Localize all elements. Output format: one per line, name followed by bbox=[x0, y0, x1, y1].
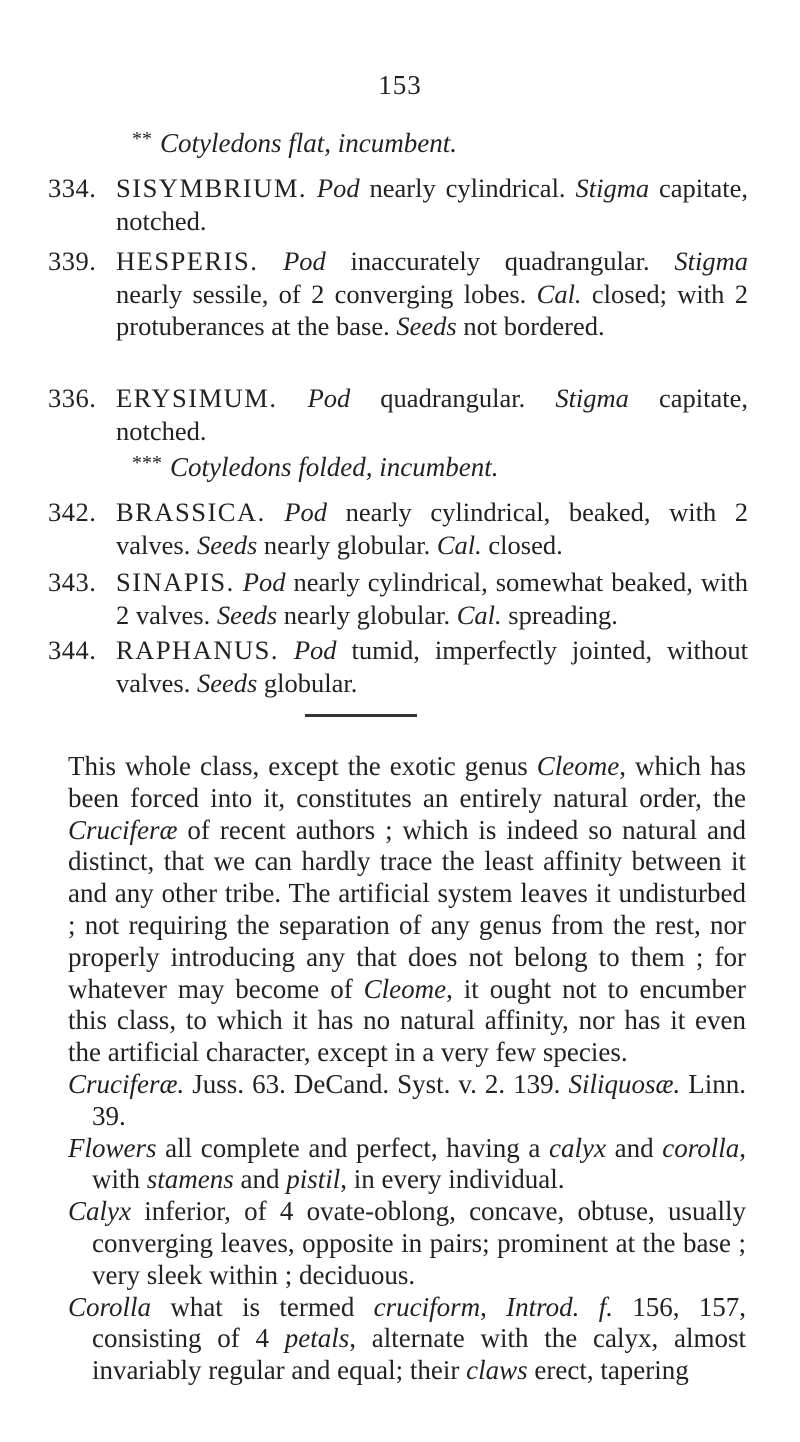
text: erect, tapering bbox=[527, 1355, 689, 1386]
desc: capitate, notched. bbox=[116, 173, 749, 236]
section-divider bbox=[305, 714, 417, 717]
desc: nearly globular. bbox=[277, 599, 457, 630]
desc: capitate, notched. bbox=[116, 383, 748, 446]
desc: nearly cylindrical, beaked, with 2 valves. bbox=[116, 497, 749, 560]
text: of recent authors ; which is indeed so natural and distinct, that we can hardly trace the least affinity between it and any other tribe. The artificial system leaves it undisturbed ; not requiring the separation of any genus from the rest, nor properly introducing any that does not belong to them ; for whatever may become of bbox=[68, 814, 746, 1004]
term: Cleome bbox=[536, 751, 620, 781]
paragraph-calyx bbox=[68, 1196, 746, 1291]
class-description bbox=[68, 751, 746, 1387]
heading-stars: *** bbox=[132, 452, 162, 474]
text: , which has been forced into it, constitutes an entirely natural order, the bbox=[68, 751, 746, 813]
paragraph-corolla bbox=[68, 1292, 746, 1387]
text: , with bbox=[92, 1132, 747, 1195]
heading-term: Cotyledons flat bbox=[160, 128, 325, 158]
entry-number: 342. bbox=[48, 497, 97, 527]
text: and bbox=[233, 1164, 287, 1195]
entry-text bbox=[116, 172, 748, 237]
genus-name: SISYMBRIUM. bbox=[116, 173, 308, 203]
genus-name: HESPERIS. bbox=[116, 246, 259, 276]
heading-sep: , bbox=[365, 452, 380, 482]
page-number: 153 bbox=[378, 70, 422, 100]
section-heading-folded bbox=[132, 452, 498, 483]
genus-entry-sisymbrium bbox=[48, 172, 748, 237]
entry-text bbox=[116, 566, 748, 631]
entry-number: 343. bbox=[48, 567, 97, 597]
term: Stigma bbox=[674, 246, 749, 276]
term: Stigma bbox=[555, 383, 629, 413]
genus-name: SINAPIS. bbox=[116, 567, 235, 597]
term: Cleome bbox=[363, 973, 447, 1004]
genus-name: ERYSIMUM. bbox=[116, 383, 278, 413]
desc: closed; with 2 protuberances at the base. bbox=[116, 278, 748, 341]
text: Juss. 63. DeCand. Syst. v. 2. 139. bbox=[184, 1068, 569, 1099]
term: Seeds bbox=[196, 529, 258, 560]
term: Cruciferæ. bbox=[68, 1068, 185, 1099]
desc: inaccurately quadrangular. bbox=[325, 246, 675, 276]
desc: globular. bbox=[257, 667, 358, 698]
term: Pod bbox=[293, 635, 337, 665]
entry-number: 336. bbox=[48, 383, 97, 413]
genus-name: BRASSICA. bbox=[116, 497, 266, 527]
text: , alternate with the calyx, almost invariably regular and equal; their bbox=[92, 1323, 746, 1386]
term: Pod bbox=[316, 173, 360, 203]
heading-term: Cotyledons folded bbox=[170, 452, 366, 482]
term: stamens bbox=[146, 1164, 234, 1195]
desc: not bordered. bbox=[456, 311, 605, 341]
term: Seeds bbox=[216, 599, 278, 630]
entry-text bbox=[116, 496, 748, 561]
term: Calyx bbox=[68, 1196, 131, 1227]
genus-name: RAPHANUS. bbox=[116, 635, 279, 665]
genus-entry-erysimum bbox=[48, 382, 748, 447]
desc: tumid, imperfectly jointed, without valves. bbox=[116, 635, 748, 698]
term: Pod bbox=[242, 567, 286, 597]
entry-text bbox=[116, 634, 748, 699]
desc: nearly sessile, of 2 converging lobes. bbox=[116, 278, 537, 309]
term: Pod bbox=[283, 246, 326, 276]
term: Cal. bbox=[536, 278, 582, 309]
desc: nearly cylindrical, somewhat beaked, with 2 valves. bbox=[116, 567, 748, 630]
genus-entry-brassica bbox=[48, 496, 748, 561]
text: , it ought not to encumber this class, to which it has no natural affinity, nor has it even the artificial character, except in a very few species. bbox=[68, 973, 746, 1068]
desc: quadrangular. bbox=[350, 383, 556, 413]
term: calyx bbox=[549, 1132, 606, 1163]
paragraph-intro bbox=[68, 751, 746, 1069]
entry-text bbox=[116, 382, 748, 447]
genus-entry-hesperis bbox=[48, 245, 748, 343]
term: Corolla bbox=[68, 1291, 152, 1322]
term: pistil bbox=[286, 1164, 341, 1195]
term: Siliquosæ. bbox=[568, 1068, 681, 1099]
text: and bbox=[606, 1132, 663, 1163]
term: Cruciferæ bbox=[68, 814, 178, 845]
genus-entry-sinapis bbox=[48, 566, 748, 631]
heading-term: incumbent. bbox=[337, 128, 457, 158]
paragraph-synonyms bbox=[68, 1069, 746, 1133]
paragraph-flowers bbox=[68, 1133, 746, 1197]
heading-term: incumbent. bbox=[379, 452, 499, 482]
term: Seeds bbox=[196, 667, 258, 698]
desc: spreading. bbox=[501, 599, 618, 630]
text: Linn. 39. bbox=[92, 1068, 746, 1131]
term: Cal. bbox=[436, 529, 482, 560]
term: Pod bbox=[307, 383, 351, 413]
entry-number: 339. bbox=[48, 246, 97, 276]
term: cruciform bbox=[373, 1291, 481, 1322]
desc: nearly globular. bbox=[257, 529, 437, 560]
term: Stigma bbox=[575, 173, 650, 203]
term: Introd. f. bbox=[506, 1291, 613, 1322]
text: what is termed bbox=[151, 1291, 374, 1322]
text: This whole class, except the exotic genus bbox=[68, 751, 537, 781]
desc: nearly cylindrical. bbox=[359, 173, 576, 203]
term: corolla bbox=[662, 1132, 740, 1163]
genus-entry-raphanus bbox=[48, 634, 748, 699]
term: petals bbox=[284, 1323, 350, 1354]
text: inferior, of 4 ovate-oblong, concave, obtuse, usually converging leaves, opposite in pairs; prominent at the base ; very sleek within ; deciduous. bbox=[92, 1196, 746, 1290]
term: Pod bbox=[284, 497, 327, 527]
text: , in every individual. bbox=[340, 1164, 565, 1195]
desc: closed. bbox=[481, 529, 563, 560]
entry-number: 344. bbox=[48, 635, 97, 665]
section-heading-flat bbox=[132, 128, 457, 159]
text: 156, 157, consisting of 4 bbox=[92, 1291, 747, 1354]
term: Flowers bbox=[68, 1132, 157, 1163]
text: all complete and perfect, having a bbox=[156, 1132, 550, 1163]
term: Seeds bbox=[396, 311, 457, 341]
term: claws bbox=[466, 1355, 528, 1386]
entry-text bbox=[116, 245, 748, 343]
heading-stars: ** bbox=[132, 128, 152, 150]
text: , bbox=[480, 1291, 507, 1322]
entry-number: 334. bbox=[48, 173, 97, 203]
heading-sep: , bbox=[324, 128, 338, 158]
term: Cal. bbox=[456, 599, 502, 630]
